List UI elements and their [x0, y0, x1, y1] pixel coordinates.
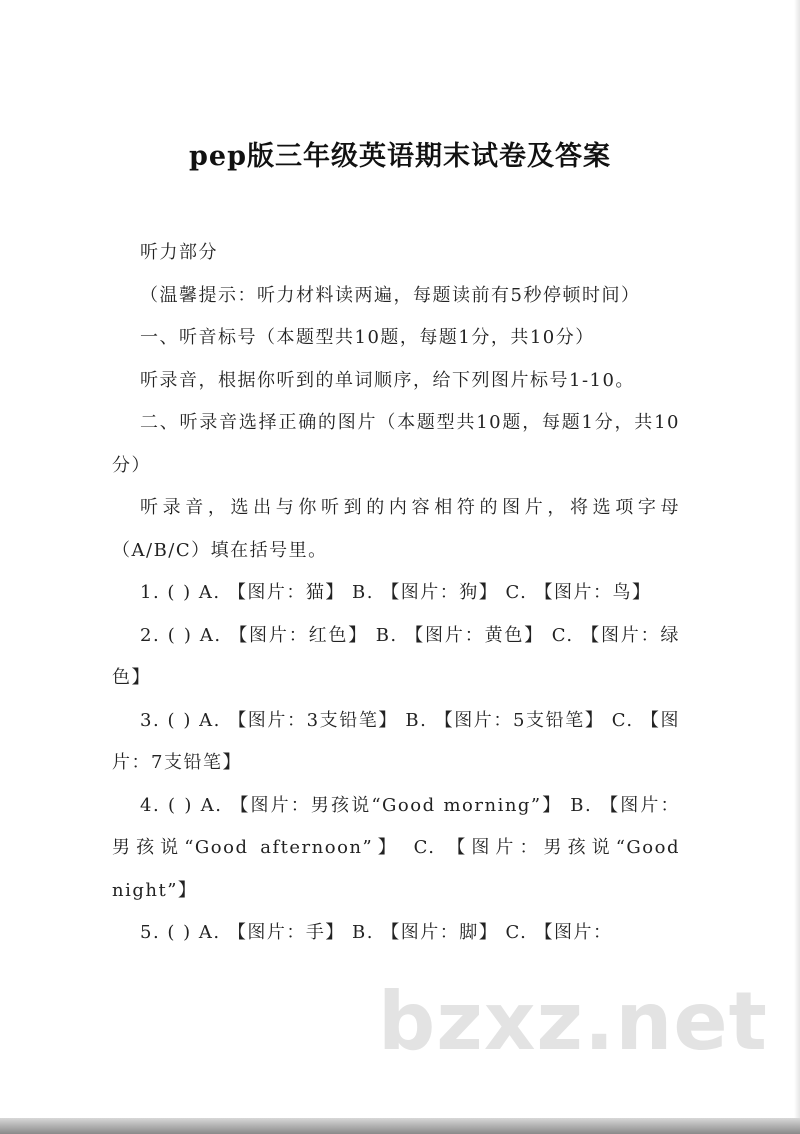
- section-two-heading: 二、听录音选择正确的图片（本题型共10题，每题1分，共10分）: [112, 412, 680, 476]
- watermark-logo: bzxz.net: [378, 975, 768, 1068]
- question-5: 5. ( ) A. 【图片：手】 B. 【图片：脚】 C. 【图片：: [140, 922, 613, 943]
- section-one-instruction: 听录音，根据你听到的单词顺序，给下列图片标号1-10。: [140, 369, 635, 391]
- section-heading-listening: 听力部分: [140, 242, 218, 263]
- listening-tip: （温馨提示：听力材料读两遍，每题读前有5秒停顿时间）: [140, 284, 641, 306]
- question-4: 4. ( ) A. 【图片：男孩说“Good morning”】 B. 【图片：男孩说“Good afternoon”】 C. 【图片：男孩说“Good night”】: [112, 794, 680, 901]
- question-2: 2. ( ) A. 【图片：红色】 B. 【图片：黄色】 C. 【图片：绿色】: [112, 624, 680, 688]
- section-two-instruction: 听录音，选出与你听到的内容相符的图片，将选项字母（A/B/C）填在括号里。: [112, 497, 680, 561]
- question-1: 1. ( ) A. 【图片：猫】 B. 【图片：狗】 C. 【图片：鸟】: [140, 582, 652, 603]
- section-one-heading: 一、听音标号（本题型共10题，每题1分，共10分）: [140, 327, 595, 348]
- document-body: [112, 232, 680, 955]
- document-title: pep版三年级英语期末试卷及答案: [189, 141, 611, 172]
- viewer-bottom-bar: [0, 1118, 800, 1134]
- page-edge-shadow: [794, 0, 800, 1118]
- question-3: 3. ( ) A. 【图片：3支铅笔】 B. 【图片：5支铅笔】 C. 【图片：7支铅笔】: [112, 709, 680, 773]
